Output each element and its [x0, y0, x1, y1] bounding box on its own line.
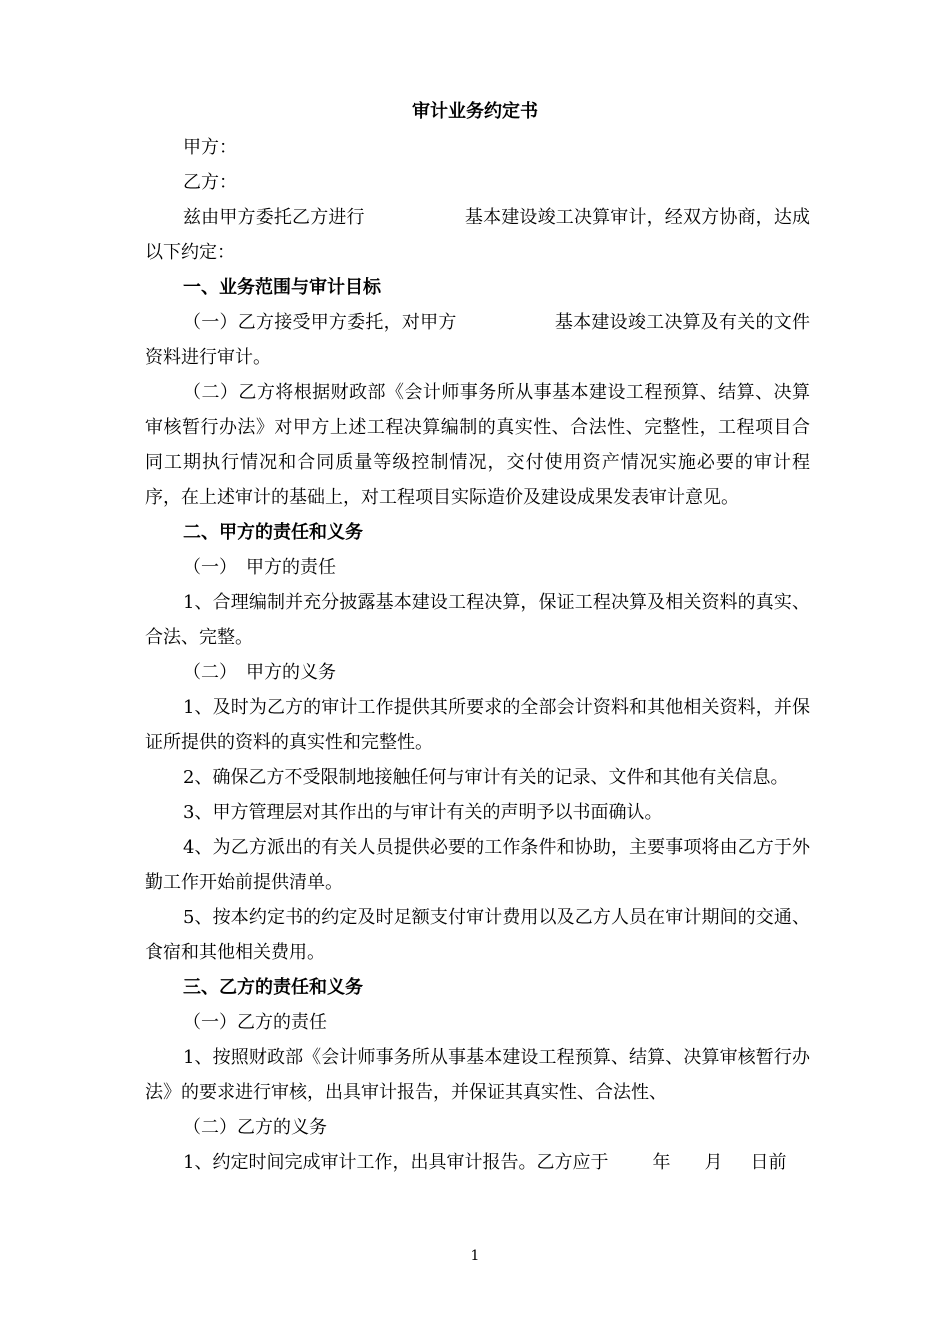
section-3-item-responsibility-1: 1、按照财政部《会计师事务所从事基本建设工程预算、结算、决算审核暂行办法》的要求进行审核，出具审计报告，并保证其真实性、合法性、 — [145, 1047, 810, 1103]
party-b-line: 乙方： — [183, 172, 237, 193]
year-label: 年 — [652, 1152, 671, 1173]
section-3-subheading-2: （二）乙方的义务 — [183, 1117, 327, 1138]
party-a-line: 甲方： — [183, 137, 237, 158]
section-1-paragraph-1-text-a: （一）乙方接受甲方委托，对甲方 — [183, 312, 457, 333]
section-2-item-responsibility-1: 1、合理编制并充分披露基本建设工程决算，保证工程决算及相关资料的真实、合法、完整。 — [145, 592, 810, 648]
intro-text-1: 兹由甲方委托乙方进行 — [183, 207, 365, 228]
section-1-paragraph-2: （二）乙方将根据财政部《会计师事务所从事基本建设工程预算、结算、决算审核暂行办法》对甲方上述工程决算编制的真实性、合法性、完整性，工程项目合同工期执行情况和合同质量等级控制情况，交付使用资产情况实施必要的审计程序，在上述审计的基础上，对工程项目实际造价及建设成果发表审计意见。 — [145, 382, 810, 508]
section-2-item-obligation-1: 1、及时为乙方的审计工作提供其所要求的全部会计资料和其他相关资料，并保证所提供的资料的真实性和完整性。 — [145, 697, 810, 753]
section-1-paragraph-1 — [145, 305, 810, 375]
document-body — [145, 130, 810, 1180]
section-2-item-obligation-3: 3、甲方管理层对其作出的与审计有关的声明予以书面确认。 — [183, 802, 663, 823]
section-1-paragraph-1-text-b: 基本建设竣工决算及有关的文件资料进行审计。 — [145, 312, 811, 368]
section-2-item-obligation-5: 5、按本约定书的约定及时足额支付审计费用以及乙方人员在审计期间的交通、食宿和其他相关费用。 — [145, 907, 810, 963]
section-2-item-obligation-4: 4、为乙方派出的有关人员提供必要的工作条件和协助，主要事项将由乙方于外勤工作开始前提供清单。 — [145, 837, 810, 893]
month-label: 月 — [704, 1152, 723, 1173]
day-label: 日前 — [750, 1152, 787, 1173]
intro-paragraph — [145, 200, 810, 270]
deadline-text: 1、约定时间完成审计工作，出具审计报告。乙方应于 — [183, 1152, 609, 1173]
intro-text-2: 基本建设竣工决算审计，经双方协商，达成以下约定： — [145, 207, 811, 263]
section-3-item-obligation-1 — [145, 1145, 810, 1180]
section-3-heading: 三、乙方的责任和义务 — [183, 977, 363, 998]
section-3-subheading-1: （一）乙方的责任 — [183, 1012, 327, 1033]
page-number: 1 — [470, 1248, 480, 1264]
section-2-item-obligation-2: 2、确保乙方不受限制地接触任何与审计有关的记录、文件和其他有关信息。 — [183, 767, 789, 788]
section-1-heading: 一、业务范围与审计目标 — [183, 277, 381, 298]
section-2-subheading-2: （二） 甲方的义务 — [183, 662, 336, 683]
section-2-heading: 二、甲方的责任和义务 — [183, 522, 363, 543]
section-2-subheading-1: （一） 甲方的责任 — [183, 557, 336, 578]
document-title: 审计业务约定书 — [412, 101, 538, 122]
